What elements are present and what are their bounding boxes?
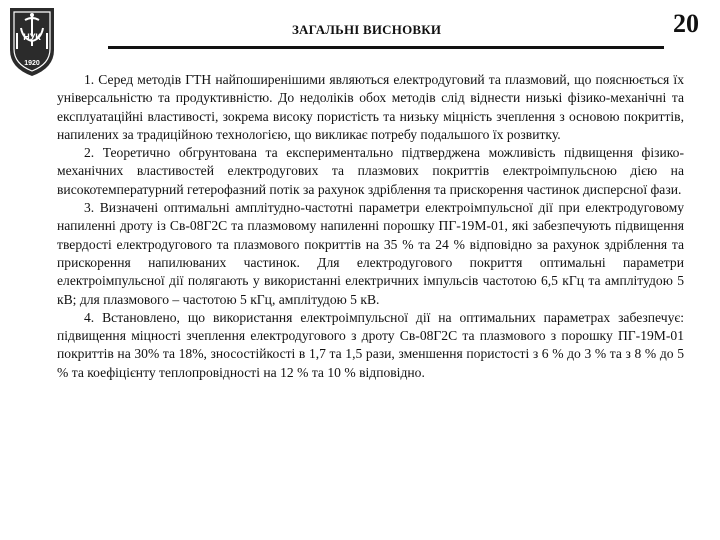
university-logo (8, 6, 56, 78)
conclusion-paragraph-3: 3. Визначені оптимальні амплітудно-частотні параметри електроімпульсної дії при електродуговому напиленні дроту із Св-08Г2С та плазмовому напиленні порошку ПГ-19М-01, які забезпечують підвищення твердості електродугового та плазмового покриттів на 35 % та 24 % відповідно за рахунок здріблення та прискорення напилюваних частинок. Для електродугового покриття оптимальні параметри електроімпульсної дії полягають у використанні електричних імпульсів частотою 6,5 кГц та амплітудою 5 кВ; для плазмового – частотою 5 кГц, амплітудою 5 кВ. (57, 200, 684, 307)
conclusion-paragraph-4: 4. Встановлено, що використання електроімпульсної дії на оптимальних параметрах забезпечує: підвищення міцності зчеплення електродугового з дроту Св-08Г2С та плазмового з порошку ПГ-19М-01 покриттів на 30% та 18%, зносостійкості в 1,7 та 1,5 рази, зменшення пористості з 6 % до 3 % та з 8 % до 5 % та коефіцієнту теплопровідності на 12 % та 10 % відповідно. (57, 309, 684, 380)
page-title: ЗАГАЛЬНІ ВИСНОВКИ (292, 22, 442, 37)
header-divider (108, 46, 664, 49)
logo-year: 1920 (24, 60, 40, 67)
conclusion-paragraph-1: 1. Серед методів ГТН найпоширенішими являються електродуговий та плазмовий, що пояснюється їх універсальністю та продуктивністю. До недоліків обох методів слід віднести низькі фізико-механічні та експлуатаційні властивості, зокрема високу пористість та низьку міцність зчеплення з основою покриттів, напилених за традиційною технологією, що викликає потребу подальшого їх розвитку. (57, 72, 684, 142)
conclusion-paragraph-2: 2. Теоретично обгрунтована та експериментально підтверджена можливість підвищення фізико-механічних властивостей електродугових та плазмових покриттів електроімпульсною дією на високотемпературний гетерофазний потік за рахунок здріблення та прискорення частинок дисперсної фази. (57, 145, 684, 197)
university-crest-icon (8, 6, 56, 78)
page-number: 20 (673, 9, 699, 38)
logo-text: НУК (23, 32, 41, 42)
conclusions-body (57, 71, 684, 382)
